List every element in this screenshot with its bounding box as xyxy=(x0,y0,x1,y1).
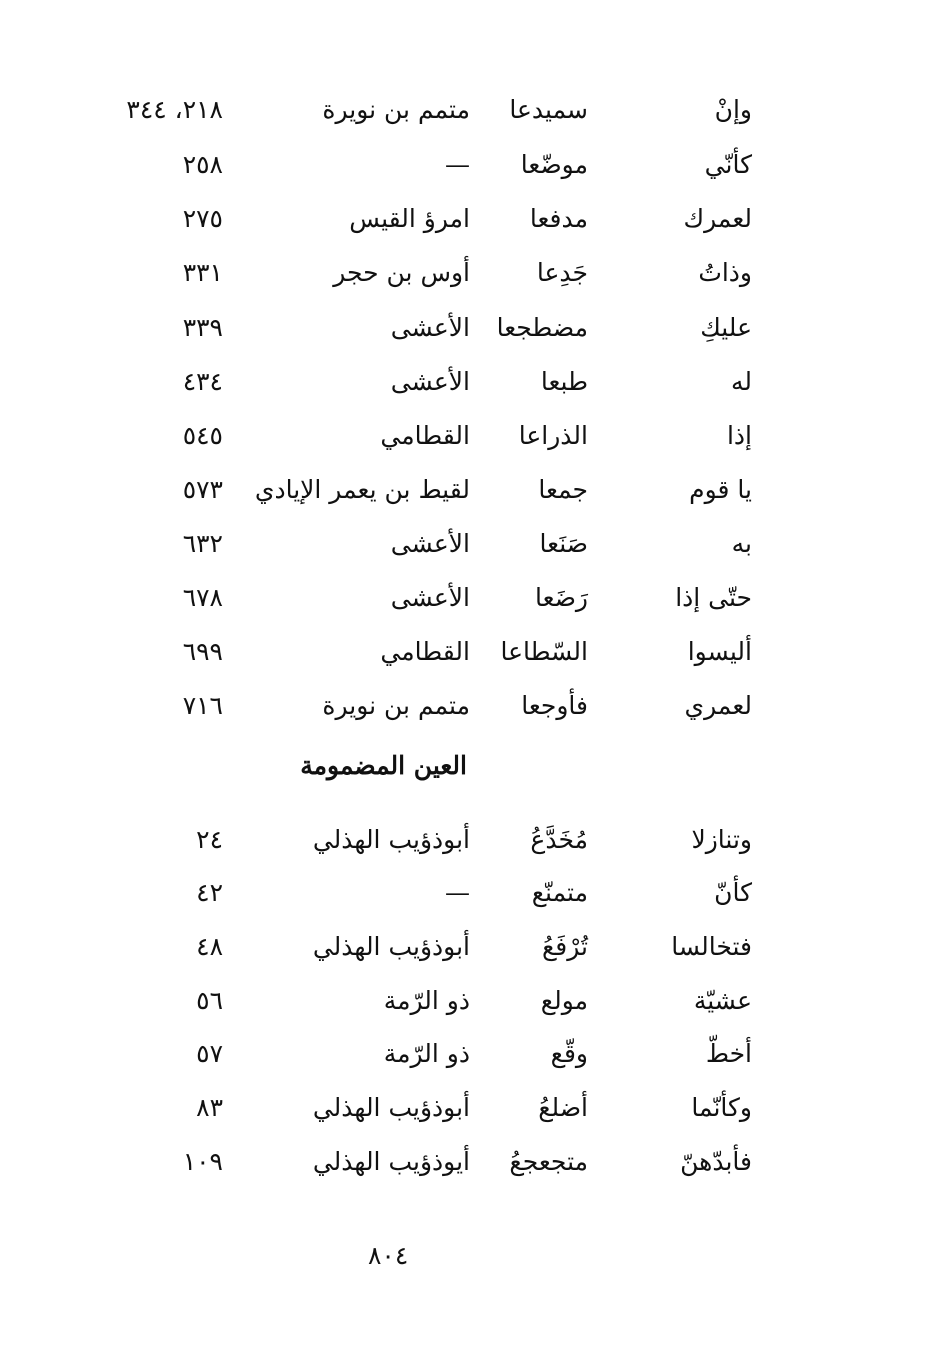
page-ref: ٣٣١ xyxy=(182,258,223,287)
page-ref: ٢٤ xyxy=(196,825,223,854)
poet-name: متمم بن نويرة xyxy=(322,691,470,720)
rhyme-word: السّطاعا xyxy=(500,637,588,666)
page-ref: ٧١٦ xyxy=(182,691,223,720)
page-ref: ٨٣ xyxy=(196,1093,223,1122)
verse-start: وتنازلا xyxy=(691,825,752,854)
index-row xyxy=(0,90,945,130)
verse-start: وكأنّما xyxy=(691,1093,752,1122)
poet-name: — xyxy=(445,878,470,907)
rhyme-word: جَدِعا xyxy=(536,258,588,287)
poet-name: الأعشى xyxy=(390,583,470,612)
poet-name: ذو الرّمة xyxy=(383,1039,470,1068)
rhyme-word: طبعا xyxy=(540,367,588,396)
rhyme-word: جمعا xyxy=(538,475,588,504)
verse-start: فأبدّهنّ xyxy=(680,1147,752,1176)
section-heading xyxy=(0,744,945,788)
rhyme-word: الذراعا xyxy=(518,421,588,450)
rhyme-word: متجعجعُ xyxy=(509,1147,588,1176)
index-row xyxy=(0,1088,945,1128)
poet-name: الأعشى xyxy=(390,367,470,396)
rhyme-word: مضطجعا xyxy=(496,313,588,342)
page-ref: ٥٧٣ xyxy=(182,475,223,504)
page-ref: ٦٣٢ xyxy=(182,529,223,558)
rhyme-word: سميدعا xyxy=(509,95,588,124)
index-row xyxy=(0,1142,945,1182)
rhyme-word: تُرْفَعُ xyxy=(541,932,588,961)
index-row xyxy=(0,927,945,967)
verse-start: وإنْ xyxy=(714,95,752,124)
index-row xyxy=(0,578,945,618)
page-ref: ٥٦ xyxy=(196,986,223,1015)
page-ref: ٦٧٨ xyxy=(182,583,223,612)
rhyme-word: متمنّع xyxy=(531,878,588,907)
verse-start: به xyxy=(731,529,752,558)
rhyme-word: مولع xyxy=(540,986,588,1015)
verse-start: لعمري xyxy=(684,691,752,720)
page-ref: ٤٣٤ xyxy=(182,367,223,396)
page-number xyxy=(0,1236,945,1276)
poet-name: الأعشى xyxy=(390,529,470,558)
verse-start: لعمرك xyxy=(683,204,752,233)
poet-name: أبوذؤيب الهذلي xyxy=(312,825,470,854)
index-row xyxy=(0,308,945,348)
poet-name: امرؤ القيس xyxy=(349,204,470,233)
verse-start: أخطّ xyxy=(705,1039,752,1068)
poet-name: — xyxy=(445,150,470,179)
rhyme-word: صَنَعا xyxy=(539,529,588,558)
verse-start: كأنّ xyxy=(714,878,752,907)
rhyme-word: وقّع xyxy=(550,1039,588,1068)
index-row xyxy=(0,145,945,185)
rhyme-word: موضّعا xyxy=(520,150,588,179)
index-row xyxy=(0,470,945,510)
poet-name: لقيط بن يعمر الإيادي xyxy=(254,475,470,504)
verse-start: له xyxy=(730,367,752,396)
rhyme-word: مدفعا xyxy=(529,204,588,233)
index-row xyxy=(0,362,945,402)
verse-start: كأنّي xyxy=(704,150,752,179)
index-row xyxy=(0,632,945,672)
verse-start: عشيّة xyxy=(693,986,752,1015)
verse-start: وذاتُ xyxy=(698,258,752,287)
rhyme-word: فأوجعا xyxy=(521,691,588,720)
rhyme-word: رَضَعا xyxy=(535,583,588,612)
page-number-text: ٨٠٤ xyxy=(368,1241,409,1270)
verse-start: إذا xyxy=(726,421,752,450)
verse-start: عليكِ xyxy=(700,313,752,342)
poet-name: أبوذؤيب الهذلي xyxy=(312,932,470,961)
rhyme-word: مُخَدَّعُ xyxy=(530,825,588,854)
poet-name: الأعشى xyxy=(390,313,470,342)
index-row xyxy=(0,1034,945,1074)
page-ref: ٤٨ xyxy=(196,932,223,961)
verse-start: يا قوم xyxy=(689,475,752,504)
index-row xyxy=(0,873,945,913)
verse-start: أليسوا xyxy=(687,637,752,666)
poet-name: أوس بن حجر xyxy=(333,258,470,287)
poet-name: متمم بن نويرة xyxy=(322,95,470,124)
poet-name: ذو الرّمة xyxy=(383,986,470,1015)
verse-start: حتّى إذا xyxy=(675,583,752,612)
page-ref: ٢٥٨ xyxy=(182,150,223,179)
index-row xyxy=(0,820,945,860)
page-ref: ٤٢ xyxy=(196,878,223,907)
verse-start: فتخالسا xyxy=(671,932,752,961)
page-ref: ٢٧٥ xyxy=(182,204,223,233)
index-row xyxy=(0,199,945,239)
poet-name: أبوذؤيب الهذلي xyxy=(312,1093,470,1122)
index-row xyxy=(0,981,945,1021)
poet-name: القطامي xyxy=(380,421,470,450)
index-row xyxy=(0,253,945,293)
page-ref: ١٠٩ xyxy=(182,1147,223,1176)
page-ref: ٦٩٩ xyxy=(182,637,223,666)
poet-name: أيوذؤيب الهذلي xyxy=(312,1147,470,1176)
poet-name: القطامي xyxy=(380,637,470,666)
rhyme-word: أضلعُ xyxy=(538,1093,588,1122)
index-row xyxy=(0,686,945,726)
index-row xyxy=(0,416,945,456)
page-ref: ٢١٨، ٣٤٤ xyxy=(126,95,223,124)
page-ref: ٥٧ xyxy=(196,1039,223,1068)
section-heading-text: العين المضمومة xyxy=(300,751,467,780)
page-ref: ٣٣٩ xyxy=(182,313,223,342)
page-ref: ٥٤٥ xyxy=(182,421,223,450)
index-row xyxy=(0,524,945,564)
